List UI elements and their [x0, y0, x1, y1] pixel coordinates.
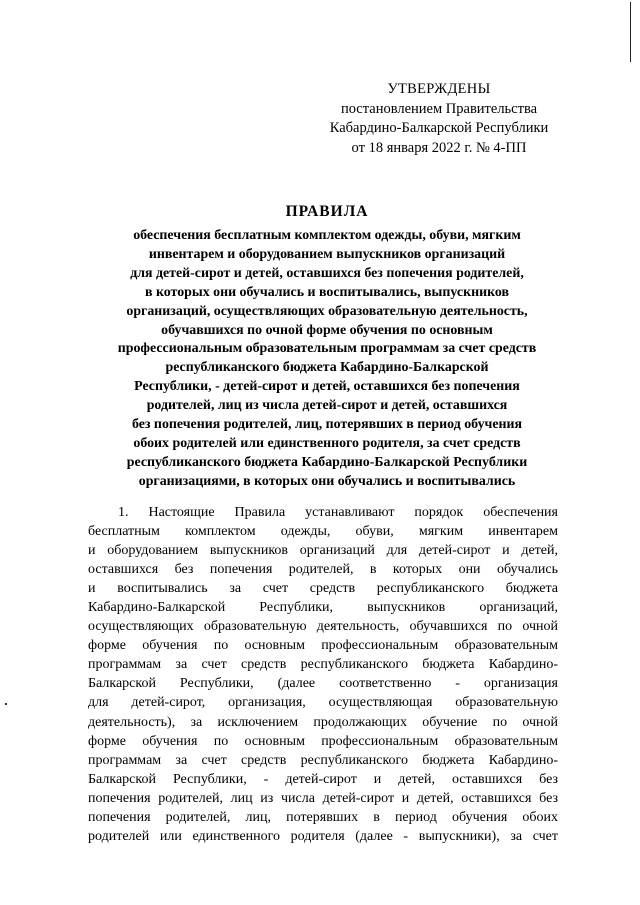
document-subtitle — [92, 227, 562, 492]
paragraph-line: Кабардино-Балкарской Республики, выпускников организаций, — [88, 600, 558, 616]
paragraph-line: программам за счет средств республиканского бюджета Кабардино- — [88, 752, 558, 768]
subtitle-line: без попечения родителей, лиц, потерявших в период обучения — [131, 417, 523, 433]
subtitle-line: организациями, в которых они обучались и воспитывались — [138, 473, 516, 489]
subtitle-line: в которых они обучались и воспитывались, выпускников — [145, 284, 509, 300]
paragraph-line: и воспитывались за счет средств республиканского бюджета — [88, 581, 558, 597]
paragraph-line: 1. Настоящие Правила устанавливают порядок обеспечения — [118, 505, 558, 520]
subtitle-line: республиканского бюджета Кабардино-Балкарской — [165, 360, 489, 376]
paragraph-line: оставшихся без попечения родителей, в которых они обучались — [88, 562, 558, 578]
paragraph-line: Балкарской Республики, (далее соответственно - организация — [88, 676, 558, 692]
paragraph-line: программам за счет средств республиканского бюджета Кабардино- — [88, 657, 558, 673]
document-title: ПРАВИЛА — [285, 203, 369, 220]
approval-heading: УТВЕРЖДЕНЫ — [387, 81, 491, 97]
paragraph-line: родителей или единственного родителя (далее - выпускники), за счет — [88, 828, 558, 844]
paragraph-line: и оборудованием выпускников организаций для детей-сирот и детей, — [88, 543, 558, 559]
paragraph-line: Балкарской Республики, - детей-сирот и детей, оставшихся без — [88, 771, 558, 787]
subtitle-line: родителей, лиц из числа детей-сирот и детей, оставшихся — [146, 398, 508, 414]
scan-margin-dot — [5, 703, 7, 705]
subtitle-line: организаций, осуществляющих образовательную деятельность, — [126, 303, 528, 319]
approval-stamp-block — [300, 80, 578, 158]
paragraph-line: бесплатным комплектом одежды, обуви, мягким инвентарем — [88, 524, 558, 540]
subtitle-line: республиканского бюджета Кабардино-Балкарской Республики — [126, 454, 528, 470]
subtitle-line: Республики, - детей-сирот и детей, оставшихся без попечения — [134, 379, 520, 395]
paragraph-line: деятельность), за исключением продолжающих обучение по очной — [88, 714, 558, 730]
approval-line-3: от 18 января 2022 г. № 4-ПП — [351, 139, 527, 156]
scan-margin-line — [630, 2, 631, 62]
paragraph-line: форме обучения по основным профессиональным образовательным — [88, 733, 558, 749]
approval-line-1: постановлением Правительства — [340, 100, 538, 117]
subtitle-line: обучавшихся по очной форме обучения по основным — [161, 322, 493, 338]
subtitle-line: обеспечения бесплатным комплектом одежды, обуви, мягким — [133, 228, 521, 243]
subtitle-line: профессиональным образовательным программам за счет средств — [117, 341, 537, 357]
subtitle-line: для детей-сирот и детей, оставшихся без попечения родителей, — [130, 265, 524, 281]
approval-line-2: Кабардино-Балкарской Республики — [329, 120, 549, 136]
paragraph-line: попечения родителей, лиц, потерявших в период обучения обоих — [88, 809, 558, 825]
subtitle-line: обоих родителей или единственного родителя, за счет средств — [133, 435, 521, 451]
paragraph-line: попечения родителей, лиц из числа детей-сирот и детей, оставшихся без — [88, 790, 558, 806]
subtitle-line: инвентарем и оборудованием выпускников организаций — [148, 246, 506, 262]
paragraph-line: для детей-сирот, организация, осуществляющая образовательную — [88, 695, 558, 711]
paragraph-1 — [88, 503, 558, 846]
paragraph-line: осуществляющих образовательную деятельность, обучавшихся по очной — [88, 619, 558, 635]
document-title-block — [92, 199, 562, 492]
paragraph-line: форме обучения по основным профессиональным образовательным — [88, 638, 558, 654]
